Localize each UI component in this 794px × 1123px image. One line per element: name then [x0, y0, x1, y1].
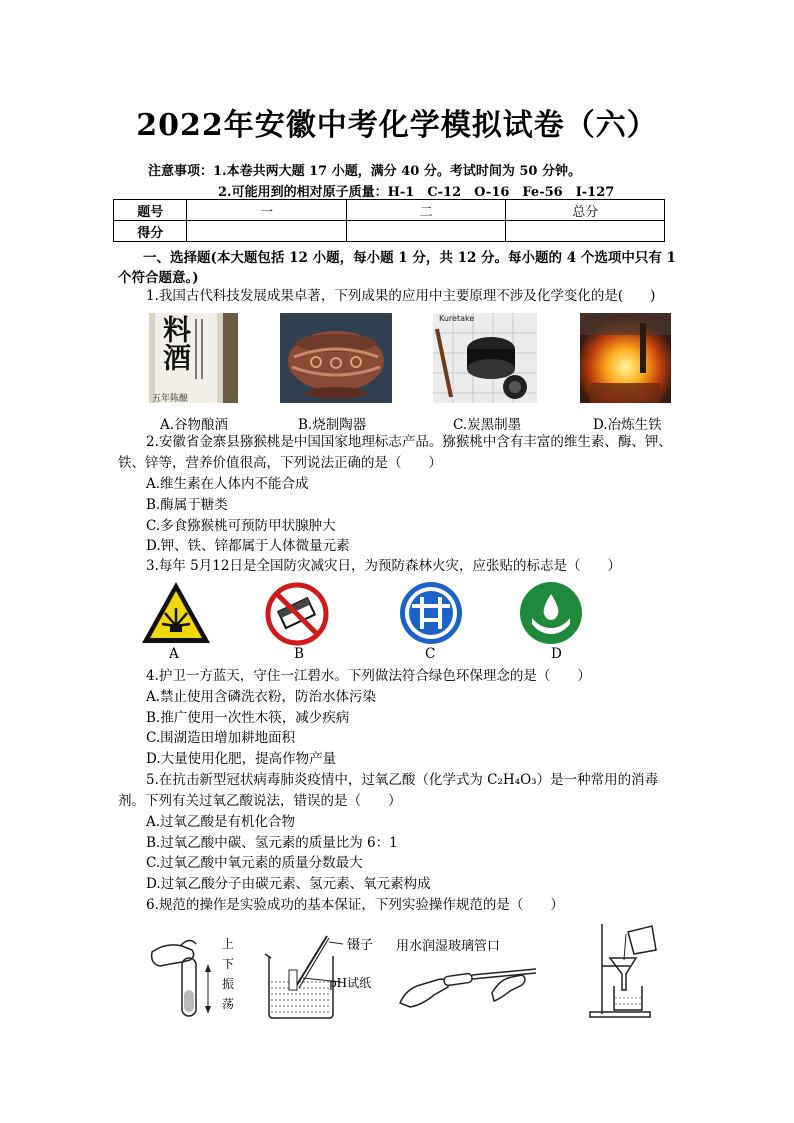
q2-option-a[interactable]: A.维生素在人体内不能合成: [146, 476, 309, 492]
q6-diagram-filtration: [588, 920, 660, 1020]
q2-option-d[interactable]: D.钾、铁、锌都属于人体微量元素: [146, 538, 350, 554]
score-header-total: 总分: [506, 200, 665, 221]
score-cell-part2[interactable]: [346, 221, 506, 242]
q3-option-a[interactable]: A: [169, 646, 179, 662]
q4-option-b[interactable]: B.推广使用一次性木筷，减少疾病: [146, 710, 350, 726]
bottle-label-text: 料酒: [159, 315, 192, 371]
explosive-warning-sign-icon: [140, 580, 212, 646]
q2-stem-line1: 2.安徽省金寨县猕猴桃是中国国家地理标志产品。猕猴桃中含有丰富的维生素、酶、钾、: [146, 434, 672, 450]
page-title: 2022年安徽中考化学模拟试卷（六）: [136, 108, 658, 143]
q5-option-c[interactable]: C.过氧乙酸中氧元素的质量分数最大: [146, 855, 363, 871]
q6-diagram-shake-tube: [146, 930, 246, 1020]
q2-option-b[interactable]: B.酶属于糖类: [146, 497, 228, 513]
notice-line-1: 注意事项：1.本卷共两大题 17 小题，满分 40 分。考试时间为 50 分钟。: [148, 164, 581, 179]
q1-option-d[interactable]: D.冶炼生铁: [593, 417, 662, 433]
section1-heading-line1: 一、选择题(本大题包括 12 小题，每小题 1 分，共 12 分。每小题的 4 个选项中只有 1: [143, 250, 676, 266]
score-cell-total[interactable]: [506, 221, 665, 242]
q1-image-pottery: [280, 313, 392, 403]
q4-option-a[interactable]: A.禁止使用含磷洗衣粉，防治水体污染: [146, 689, 377, 705]
ink-brand-text: Kuretake: [439, 314, 475, 323]
q1-image-wine-bottle: [149, 313, 238, 403]
shake-char-1: 上: [222, 937, 235, 951]
q3-stem: 3.每年 5月12日是全国防灾减灾日，为预防森林火灾，应张贴的标志是（ ）: [146, 558, 621, 574]
score-table: [113, 199, 665, 242]
blue-circle-sign-icon: [398, 580, 464, 646]
notice-line-2: 2.可能用到的相对原子质量：H-1 C-12 O-16 Fe-56 I-127: [218, 185, 615, 200]
q1-option-c[interactable]: C.炭黑制墨: [453, 417, 522, 433]
q4-option-d[interactable]: D.大量使用化肥，提高作物产量: [146, 751, 337, 767]
shake-char-3: 振: [222, 977, 235, 991]
water-saving-sign-icon: [518, 580, 584, 646]
no-fire-matches-sign-icon: [264, 582, 330, 646]
q3-option-c[interactable]: C: [425, 646, 436, 662]
q5-stem-line1: 5.在抗击新型冠状病毒肺炎疫情中，过氧乙酸（化学式为 C₂H₄O₃）是一种常用的消毒: [146, 772, 659, 788]
q4-stem: 4.护卫一方蓝天，守住一江碧水。下列做法符合绿色环保理念的是（ ）: [146, 668, 591, 684]
q2-stem-line2: 铁、锌等，营养价值很高，下列说法正确的是（ ）: [118, 455, 442, 471]
q5-option-d[interactable]: D.过氧乙酸分子由碳元素、氢元素、氧元素构成: [146, 876, 431, 892]
q3-option-d[interactable]: D: [551, 646, 562, 662]
q1-image-smelting: [580, 313, 671, 403]
section1-heading-line2: 个符合题意。): [118, 270, 199, 286]
q5-option-a[interactable]: A.过氧乙酸是有机化合物: [146, 814, 296, 830]
shake-char-4: 荡: [222, 997, 235, 1011]
q1-option-b[interactable]: B.烧制陶器: [298, 417, 367, 433]
q1-option-a[interactable]: A.谷物酿酒: [160, 417, 229, 433]
q6-diagram-ph-paper: [263, 930, 383, 1020]
score-header-part2: 二: [346, 200, 506, 221]
score-cell-part1[interactable]: [187, 221, 347, 242]
q2-option-c[interactable]: C.多食猕猴桃可预防甲状腺肿大: [146, 518, 336, 534]
q5-stem-line2: 剂。下列有关过氧乙酸说法，错误的是（ ）: [118, 793, 402, 809]
score-row-label: 得分: [114, 221, 187, 242]
q1-stem: 1.我国古代科技发展成果卓著，下列成果的应用中主要原理不涉及化学变化的是( ): [146, 288, 656, 304]
shake-char-2: 下: [222, 957, 235, 971]
score-header-part1: 一: [187, 200, 347, 221]
score-header-label: 题号: [114, 200, 187, 221]
ph-paper-label: pH试纸: [329, 976, 372, 990]
bottle-small-text: 五年陈酿: [152, 394, 189, 403]
tweezer-label: 镊子: [347, 938, 374, 953]
wet-tube-label: 用水润湿玻璃管口: [396, 939, 501, 954]
q6-stem: 6.规范的操作是实验成功的基本保证，下列实验操作规范的是（ ）: [146, 897, 564, 913]
q6-diagram-wet-tube: [396, 935, 546, 1015]
q1-image-ink-making: [433, 313, 537, 403]
q5-option-b[interactable]: B.过氧乙酸中碳、氢元素的质量比为 6：1: [146, 835, 398, 851]
q4-option-c[interactable]: C.围湖造田增加耕地面积: [146, 730, 296, 746]
q3-option-b[interactable]: B: [294, 646, 304, 662]
